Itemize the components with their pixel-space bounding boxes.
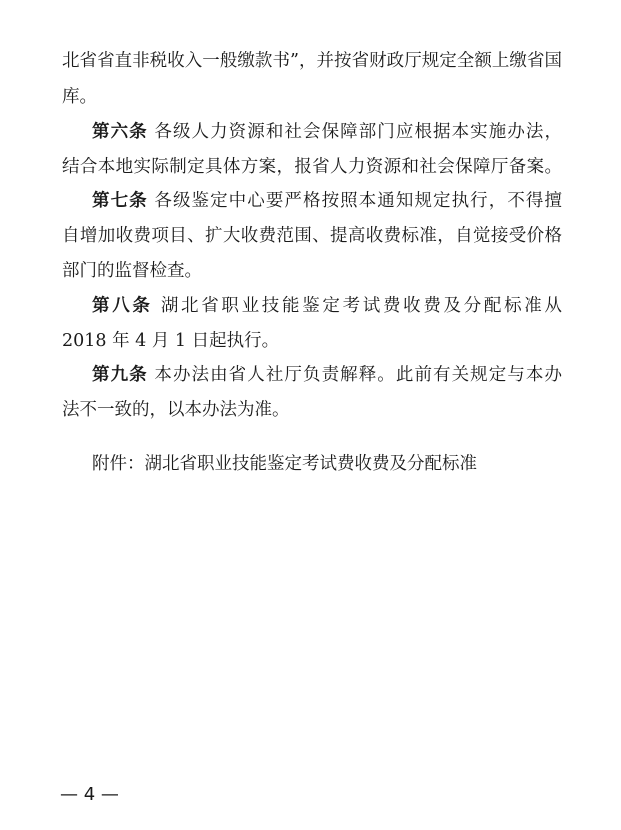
carry-over-line-2: 库。	[62, 87, 97, 107]
article-6-line-2: 结合本地实际制定具体方案，报省人力资源和社会保障厅备案。	[62, 157, 562, 177]
article-9-text: 本办法由省人社厅负责解释。此前有关规定与本办	[154, 365, 562, 385]
attachment-line: 附件：湖北省职业技能鉴定考试费收费及分配标准	[92, 454, 477, 474]
article-7-text: 各级鉴定中心要严格按照本通知规定执行，不得擅	[154, 191, 562, 211]
carry-over-line-1: 北省省直非税收入一般缴款书”，并按省财政厅规定全额上缴省国	[62, 51, 562, 71]
article-7-line-2: 自增加收费项目、扩大收费范围、提高收费标准，自觉接受价格	[62, 226, 562, 246]
article-9-heading: 第九条	[92, 365, 148, 385]
article-6-heading: 第六条	[92, 122, 148, 142]
article-8-line-1	[92, 295, 562, 317]
article-9-line-1	[92, 364, 562, 386]
article-8-heading: 第八条	[92, 296, 153, 316]
article-8-text: 湖北省职业技能鉴定考试费收费及分配标准从	[160, 296, 562, 316]
article-7-line-3: 部门的监督检查。	[62, 261, 202, 281]
page-number: — 4 —	[60, 784, 119, 805]
article-6-text: 各级人力资源和社会保障部门应根据本实施办法，	[154, 122, 562, 142]
article-8-line-2: 2018 年 4 月 1 日起执行。	[62, 331, 280, 351]
article-6-line-1	[92, 121, 562, 143]
article-7-heading: 第七条	[92, 191, 148, 211]
article-7-line-1	[92, 190, 562, 212]
article-9-line-2: 法不一致的，以本办法为准。	[62, 400, 290, 420]
